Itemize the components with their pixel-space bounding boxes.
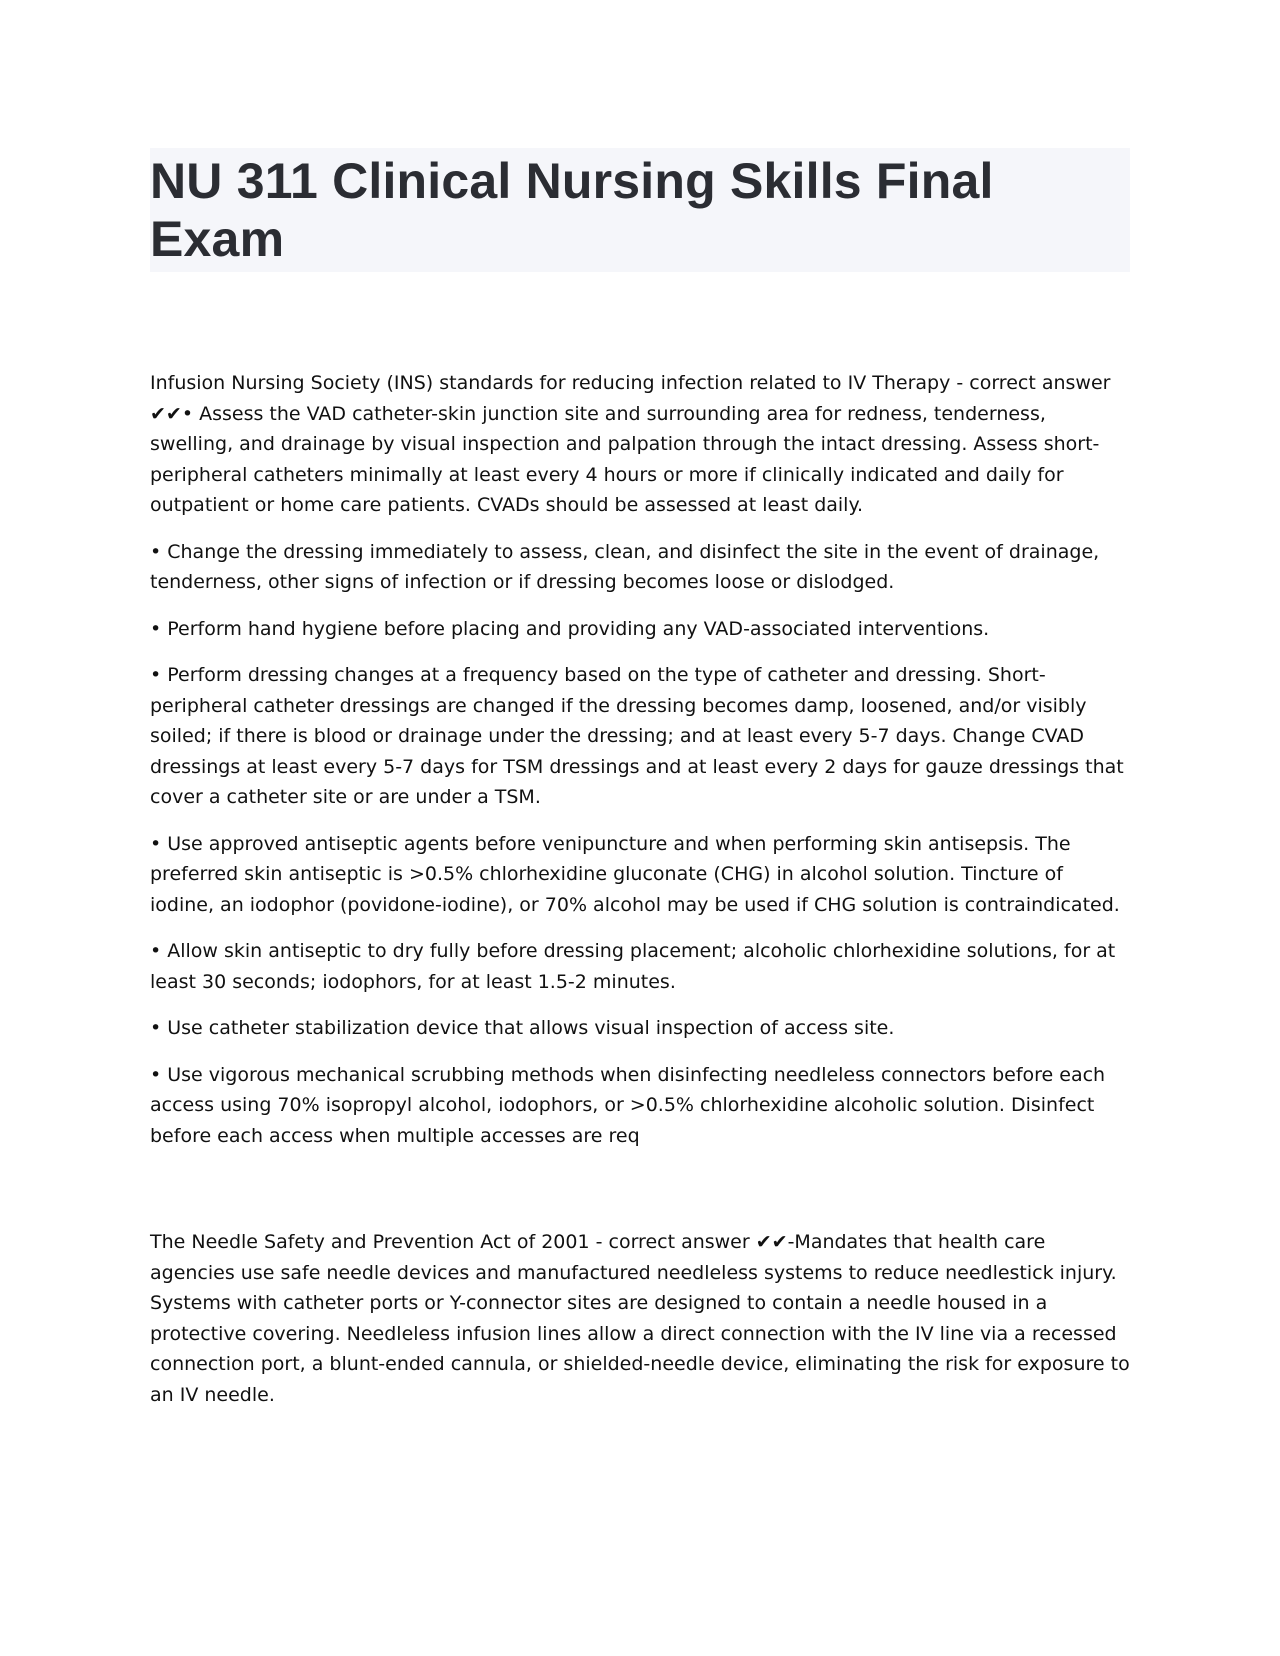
paragraph-dressing-frequency: • Perform dressing changes at a frequency based on the type of catheter and dressing. Short-peripheral catheter dressings are changed if the dressing becomes damp, loosened, and/or visibly soiled; if there is blood or drainage under the dressing; and at least every 5-7 days. Change CVAD dressings at least every 5-7 days for TSM dressings and at least every 2 days for gauze dressings that cover a catheter site or are under a TSM. [150, 664, 1124, 808]
section-gap [150, 1167, 1130, 1227]
paragraph-stabilization: • Use catheter stabilization device that allows visual inspection of access site. [150, 1017, 895, 1039]
paragraph-antiseptic-agents: • Use approved antiseptic agents before venipuncture and when performing skin antisepsis. The preferred skin antiseptic is >0.5% chlorhexidine gluconate (CHG) in alcohol solution. Tincture of iodine, an iodophor (povidone-iodine), or 70% alcohol may be used if CHG solution is contraindicated. [150, 832, 1120, 916]
paragraph-scrubbing: • Use vigorous mechanical scrubbing methods when disinfecting needleless connectors before each access using 70% isopropyl alcohol, iodophors, or >0.5% chlorhexidine alcoholic solution. Disinfect before each access when multiple accesses are req [150, 1063, 1106, 1147]
paragraph-hand-hygiene: • Perform hand hygiene before placing and providing any VAD-associated interventions. [150, 617, 990, 640]
paragraph-dressing-change: • Change the dressing immediately to assess, clean, and disinfect the site in the event of drainage, tenderness, other signs of infection or if dressing becomes loose or dislodged. [150, 540, 1100, 593]
paragraph-ins-standards: Infusion Nursing Society (INS) standards for reducing infection related to IV Therapy - correct answer ✔✔• Assess the VAD catheter-skin junction site and surrounding area for redness, tenderness, swelling, and drainage by visual inspection and palpation through the intact dressing. Assess short-peripheral catheters minimally at least every 4 hours or more if clinically indicated and daily for outpatient or home care patients. CVADs should be assessed at least daily. [150, 372, 1111, 516]
document-page [150, 148, 1130, 1426]
title-block [150, 148, 1130, 272]
document-body [150, 368, 1130, 1410]
paragraph-antiseptic-dry: • Allow skin antiseptic to dry fully before dressing placement; alcoholic chlorhexidine solutions, for at least 30 seconds; iodophors, for at least 1.5-2 minutes. [150, 940, 1116, 993]
paragraph-needle-safety: The Needle Safety and Prevention Act of 2001 - correct answer ✔✔-Mandates that health care agencies use safe needle devices and manufactured needleless systems to reduce needlestick injury. Systems with catheter ports or Y-connector sites are designed to contain a needle housed in a protective covering. Needleless infusion lines allow a direct connection with the IV line via a recessed connection port, a blunt-ended cannula, or shielded-needle device, eliminating the risk for exposure to an IV needle. [150, 1231, 1130, 1406]
document-title: NU 311 Clinical Nursing Skills Final Exam [150, 153, 994, 267]
